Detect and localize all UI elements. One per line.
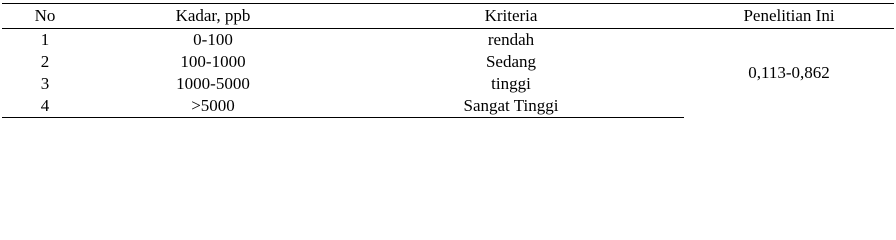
header-kadar: Kadar, ppb (88, 4, 338, 29)
cell-kriteria: rendah (487, 30, 535, 49)
cell-kriteria: tinggi (491, 74, 531, 93)
cell-kriteria: Sangat Tinggi (338, 95, 684, 118)
table-row (2, 29, 894, 52)
header-row (2, 4, 894, 29)
cell-no: 4 (2, 95, 88, 118)
cell-kadar: >5000 (88, 95, 338, 118)
table-container (2, 3, 894, 118)
cell-kadar: 1000-5000 (176, 74, 250, 93)
cell-no: 2 (40, 52, 50, 71)
table-header (2, 4, 894, 29)
cell-kriteria: Sedang (485, 52, 537, 71)
criteria-table (2, 3, 894, 118)
table-body (2, 29, 894, 118)
header-kriteria: Kriteria (338, 4, 684, 29)
header-no: No (2, 4, 88, 29)
cell-no: 3 (40, 74, 50, 93)
cell-penelitian-value: 0,113-0,862 (748, 63, 830, 83)
cell-kadar: 0-100 (193, 30, 233, 49)
cell-kadar: 100-1000 (180, 52, 246, 71)
cell-no: 1 (40, 30, 50, 49)
header-penelitian: Penelitian Ini (684, 4, 894, 29)
